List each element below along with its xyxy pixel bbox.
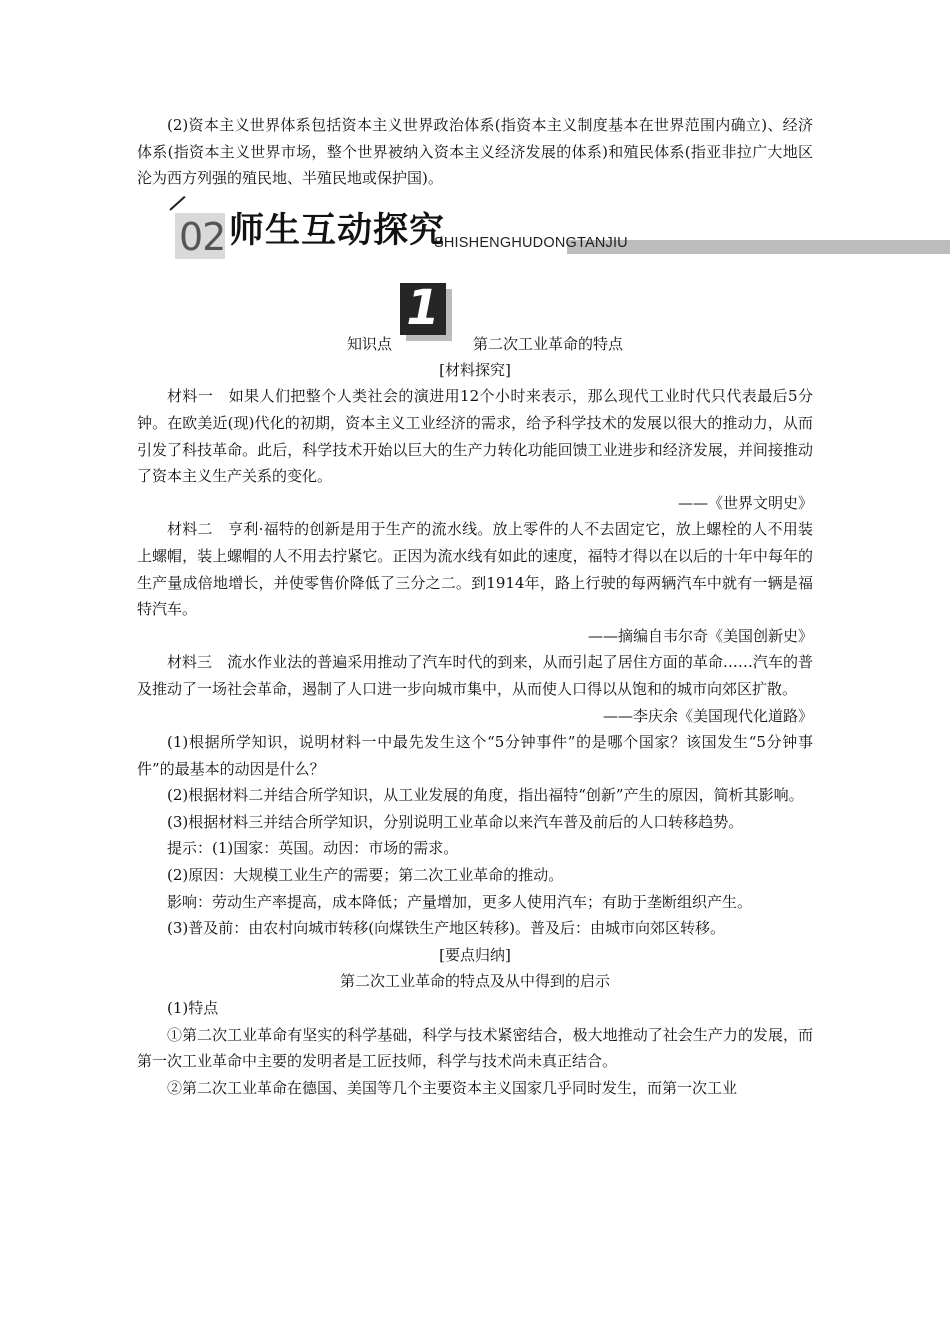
section-number: 02 — [179, 214, 226, 259]
key-points-subhead: (1)特点 — [167, 999, 219, 1018]
question-one: (1)根据所学知识，说明材料一中最先发生这个“5分钟事件”的是哪个国家？该国发生“5分钟事件”的最基本的动因是什么？ — [137, 733, 813, 778]
material-three: 材料三 流水作业法的普遍采用推动了汽车时代的到来，从而引起了居住方面的革命……汽车的普及推动了一场社会革命，遏制了人口进一步向城市集中，从而使人口得以从饱和的城市向郊区扩散。 — [137, 653, 813, 698]
material-one: 材料一 如果人们把整个人类社会的演进用12个小时来表示，那么现代工业时代只代表最后5分钟。在欧美近(现)代化的初期，资本主义工业经济的需求，给予科学技术的发展以很大的推动力，从而引发了科技革命。此后，科学技术开始以巨大的生产力转化功能回馈工业进步和经济发展，并间接推动了资本主义生产关系的变化。 — [137, 387, 813, 486]
material-one-source: ——《世界文明史》 — [677, 493, 813, 512]
knowledge-point-title: 第二次工业革命的特点 — [473, 334, 624, 353]
answer-one: 提示：(1)国家：英国。动因：市场的需求。 — [167, 839, 459, 858]
key-points-title: 第二次工业革命的特点及从中得到的启示 — [339, 972, 610, 991]
knowledge-point-badge — [400, 279, 452, 343]
section-banner — [137, 203, 813, 263]
knowledge-point-header — [137, 279, 813, 357]
section-pinyin: SHISHENGHUDONGTANJIU — [434, 234, 628, 251]
question-three: (3)根据材料三并结合所学知识，分别说明工业革命以来汽车普及前后的人口转移趋势。 — [167, 812, 744, 831]
answer-three: (3)普及前：由农村向城市转移(向煤铁生产地区转移)。普及后：由城市向郊区转移。 — [167, 919, 725, 938]
intro-paragraph: (2)资本主义世界体系包括资本主义世界政治体系(指资本主义制度基本在世界范围内确立)、经济体系(指资本主义世界市场，整个世界被纳入资本主义经济发展的体系)和殖民体系(指亚非拉广大地区沦为西方列强的殖民地、半殖民地或保护国)。 — [137, 116, 813, 188]
material-three-source: ——李庆余《美国现代化道路》 — [602, 706, 813, 725]
material-two: 材料二 亨利·福特的创新是用于生产的流水线。放上零件的人不去固定它，放上螺栓的人不用装上螺帽，装上螺帽的人不用去拧紧它。正因为流水线有如此的速度，福特才得以在以后的十年中每年的生产量成倍地增长，并使零售价降低了三分之二。到1914年，路上行驶的每两辆汽车中就有一辆是福特汽车。 — [137, 520, 813, 619]
section-title: 师生互动探究 — [229, 210, 446, 251]
answer-two-impact: 影响：劳动生产率提高，成本降低；产量增加，更多人使用汽车；有助于垄断组织产生。 — [167, 892, 753, 911]
key-points-heading: [要点归纳] — [439, 945, 511, 964]
key-point-two: ②第二次工业革命在德国、美国等几个主要资本主义国家几乎同时发生，而第一次工业 — [167, 1078, 738, 1097]
material-two-source: ——摘编自韦尔奇《美国创新史》 — [587, 626, 813, 645]
knowledge-point-label: 知识点 — [347, 334, 393, 353]
material-heading: [材料探究] — [439, 360, 511, 379]
document-page — [137, 112, 813, 1101]
key-point-one: ①第二次工业革命有坚实的科学基础，科学与技术紧密结合，极大地推动了社会生产力的发展，而第一次工业革命中主要的发明者是工匠技师，科学与技术尚未真正结合。 — [137, 1025, 813, 1071]
slash-icon — [169, 196, 185, 211]
answer-two: (2)原因：大规模工业生产的需要；第二次工业革命的推动。 — [167, 866, 564, 885]
question-two: (2)根据材料二并结合所学知识，从工业发展的角度，指出福特“创新”产生的原因，简析其影响。 — [167, 786, 804, 805]
knowledge-point-number: 1 — [406, 279, 440, 336]
